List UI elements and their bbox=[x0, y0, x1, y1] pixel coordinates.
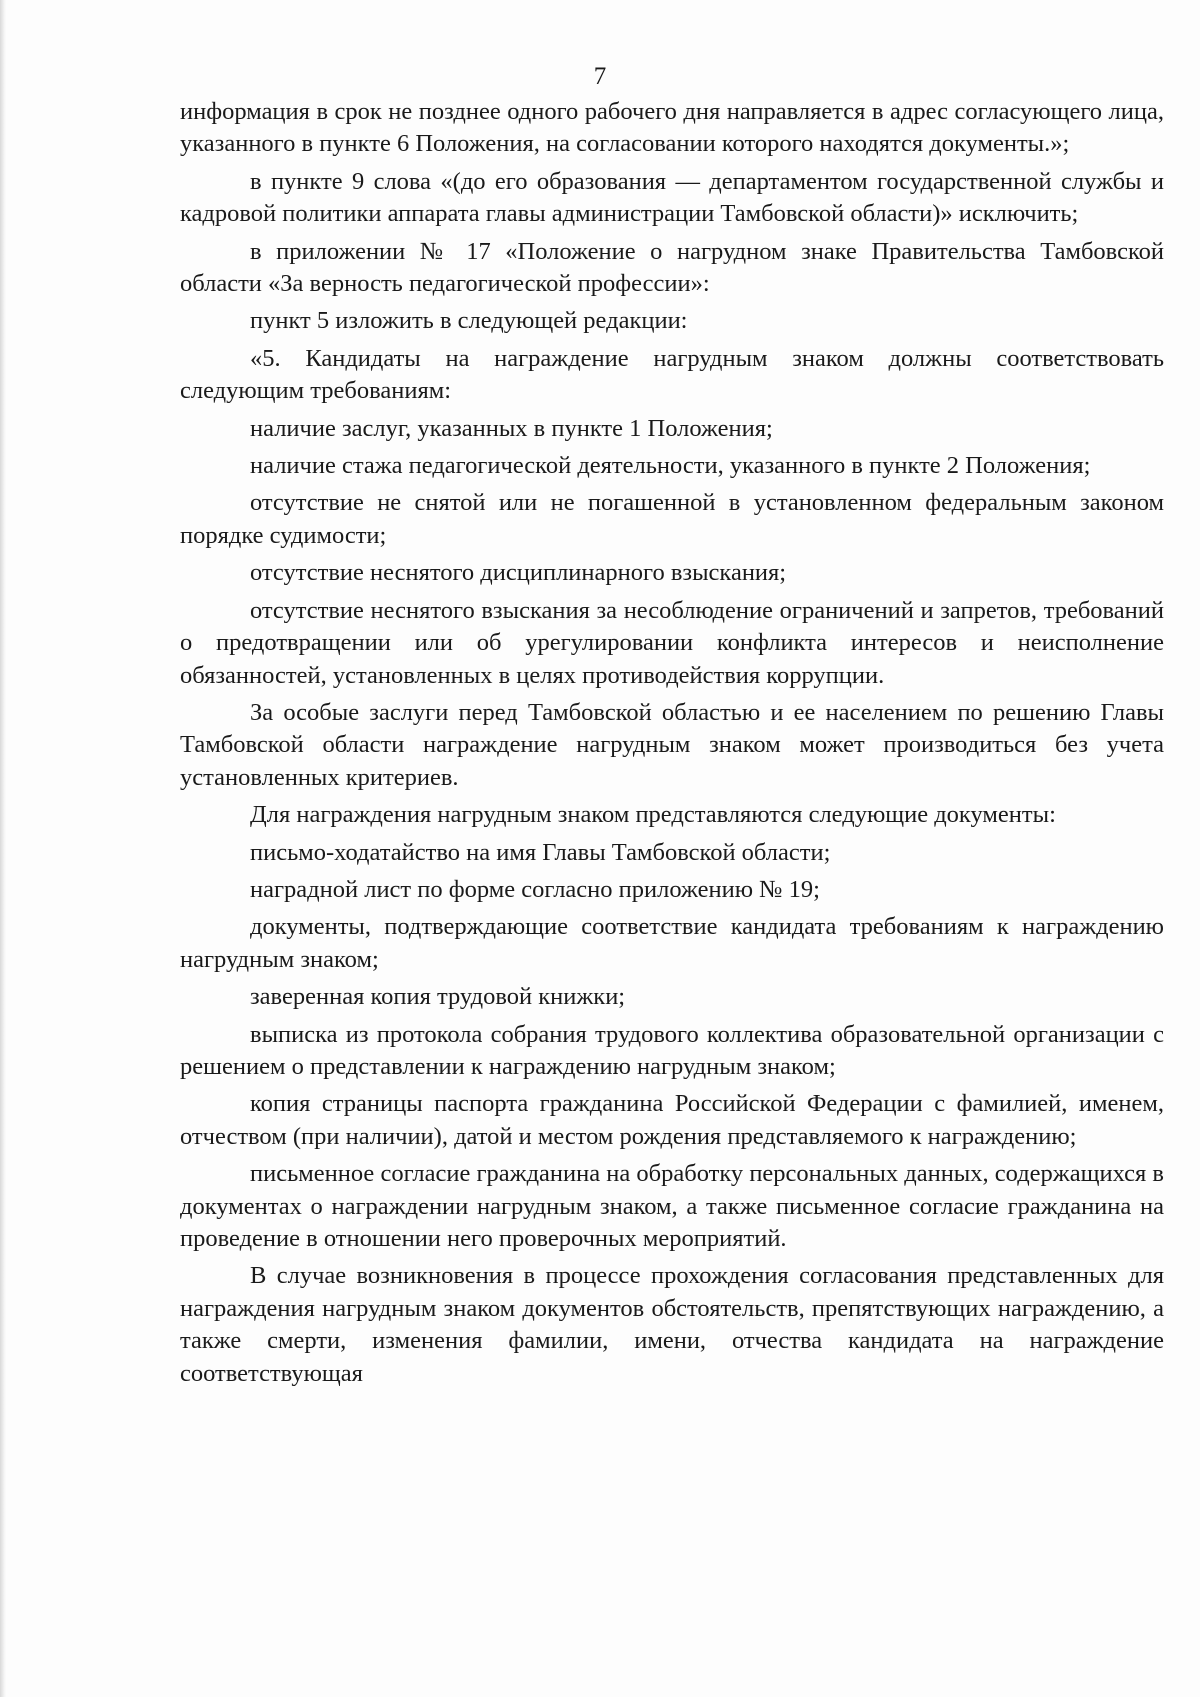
paragraph-20: В случае возникновения в процессе прохождения согласования представленных для награждения нагрудным знаком документов обстоятельств, препятствующих награждению, а также смерти, изменения фамилии, имени, отчества кандидата на награждение соответствующая bbox=[180, 1262, 1164, 1387]
scan-edge bbox=[0, 0, 6, 1697]
paragraph-19: письменное согласие гражданина на обработку персональных данных, содержащихся в документах о награждении нагрудным знаком, а также письменное согласие гражданина на проведение в отношении него проверочных мероприятий. bbox=[180, 1160, 1164, 1252]
paragraph-6: наличие заслуг, указанных в пункте 1 Положения; bbox=[250, 414, 773, 442]
paragraph-15: документы, подтверждающие соответствие кандидата требованиям к награждению нагрудным знаком; bbox=[180, 913, 1164, 973]
paragraph-10: отсутствие неснятого взыскания за несоблюдение ограничений и запретов, требований о предотвращении или об урегулировании конфликта интересов и неисполнение обязанностей, установленных в целях противодействия коррупции. bbox=[180, 596, 1164, 689]
paragraph-14: наградной лист по форме согласно приложению № 19; bbox=[250, 875, 820, 903]
document-body bbox=[180, 96, 1164, 1395]
page-number: 7 bbox=[593, 63, 607, 90]
paragraph-4: пункт 5 изложить в следующей редакции: bbox=[250, 307, 688, 335]
paragraph-17: выписка из протокола собрания трудового коллектива образовательной организации с решением о представлении к награждению нагрудным знаком; bbox=[180, 1020, 1164, 1080]
paragraph-12: Для награждения нагрудным знаком представляются следующие документы: bbox=[250, 801, 1056, 829]
paragraph-5: «5. Кандидаты на награждение нагрудным знаком должны соответствовать следующим требованиям: bbox=[180, 344, 1164, 405]
paragraph-3: в приложении № 17 «Положение о нагрудном знаке Правительства Тамбовской области «За верность педагогической профессии»: bbox=[180, 237, 1164, 298]
paragraph-9: отсутствие неснятого дисциплинарного взыскания; bbox=[250, 559, 787, 587]
paragraph-1: информация в срок не позднее одного рабочего дня направляется в адрес согласующего лица, указанного в пункте 6 Положения, на согласовании которого находятся документы.»; bbox=[180, 98, 1164, 158]
paragraph-8: отсутствие не снятой или не погашенной в установленном федеральным законом порядке судимости; bbox=[180, 489, 1164, 549]
paragraph-2: в пункте 9 слова «(до его образования — департаментом государственной службы и кадровой политики аппарата главы администрации Тамбовской области)» исключить; bbox=[180, 167, 1164, 228]
paragraph-18: копия страницы паспорта гражданина Российской Федерации с фамилией, именем, отчеством (при наличии), датой и местом рождения представляемого к награждению; bbox=[180, 1090, 1164, 1150]
paragraph-13: письмо-ходатайство на имя Главы Тамбовской области; bbox=[250, 838, 831, 866]
paragraph-11: За особые заслуги перед Тамбовской областью и ее населением по решению Главы Тамбовской области награждение нагрудным знаком может производиться без учета установленных критериев. bbox=[180, 698, 1164, 791]
paragraph-7: наличие стажа педагогической деятельности, указанного в пункте 2 Положения; bbox=[250, 452, 1091, 480]
paragraph-16: заверенная копия трудовой книжки; bbox=[250, 983, 626, 1011]
